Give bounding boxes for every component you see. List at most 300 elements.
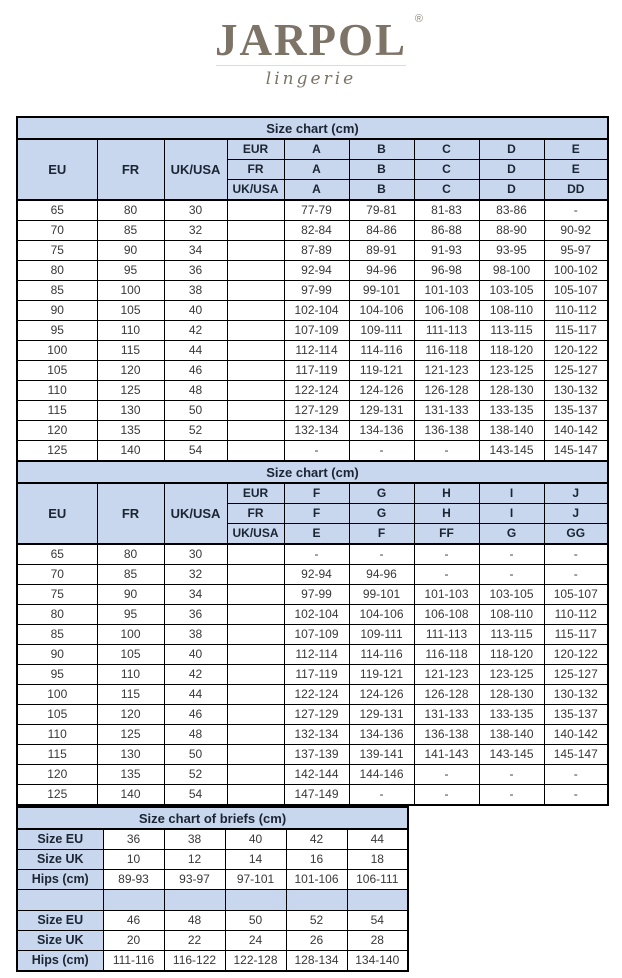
range-cell: 142-144 — [284, 765, 349, 785]
size-row — [17, 281, 608, 301]
size-cell: 40 — [164, 301, 227, 321]
cup-header-row — [17, 483, 608, 504]
cup-letter-header: C — [414, 160, 479, 180]
size-cell: 125 — [17, 785, 97, 806]
range-cell: - — [349, 785, 414, 806]
briefs-row — [17, 951, 408, 972]
range-cell: 129-131 — [349, 401, 414, 421]
range-cell: 141-143 — [414, 745, 479, 765]
briefs-value-cell: 16 — [286, 850, 347, 870]
spacer-cell — [227, 705, 284, 725]
size-cell: 34 — [164, 241, 227, 261]
briefs-value-cell: 20 — [103, 931, 164, 951]
range-cell: 124-126 — [349, 685, 414, 705]
briefs-row-label: Hips (cm) — [17, 951, 103, 972]
size-cell: 46 — [164, 705, 227, 725]
range-cell: 132-134 — [284, 421, 349, 441]
spacer-cell — [227, 625, 284, 645]
size-cell: 110 — [97, 321, 164, 341]
range-cell: 112-114 — [284, 341, 349, 361]
size-cell: 52 — [164, 421, 227, 441]
cup-letter-header: J — [544, 483, 608, 504]
size-cell: 34 — [164, 585, 227, 605]
size-cell: 42 — [164, 321, 227, 341]
range-cell: 135-137 — [544, 401, 608, 421]
spacer-cell — [227, 565, 284, 585]
size-row — [17, 585, 608, 605]
range-cell: 127-129 — [284, 705, 349, 725]
range-cell: 136-138 — [414, 421, 479, 441]
cup-letter-header: FF — [414, 524, 479, 545]
cup-letter-header: E — [544, 160, 608, 180]
range-cell: 138-140 — [479, 725, 544, 745]
briefs-value-cell: 106-111 — [347, 870, 408, 890]
briefs-value-cell: 18 — [347, 850, 408, 870]
briefs-value-cell: 54 — [347, 911, 408, 931]
range-cell: 121-123 — [414, 361, 479, 381]
range-cell: 136-138 — [414, 725, 479, 745]
range-cell: 131-133 — [414, 401, 479, 421]
briefs-row-label: Size EU — [17, 829, 103, 850]
cup-letter-header: J — [544, 504, 608, 524]
briefs-value-cell: 101-106 — [286, 870, 347, 890]
range-cell: 140-142 — [544, 421, 608, 441]
size-cell: 44 — [164, 341, 227, 361]
spacer-cell — [227, 665, 284, 685]
range-cell: 139-141 — [349, 745, 414, 765]
range-cell: 123-125 — [479, 361, 544, 381]
range-cell: 129-131 — [349, 705, 414, 725]
separator-cell — [347, 890, 408, 911]
size-cell: 105 — [97, 301, 164, 321]
spacer-cell — [227, 401, 284, 421]
range-cell: 115-117 — [544, 625, 608, 645]
range-cell: 138-140 — [479, 421, 544, 441]
size-cell: 140 — [97, 785, 164, 806]
size-cell: 90 — [17, 301, 97, 321]
range-cell: 133-135 — [479, 401, 544, 421]
range-cell: 96-98 — [414, 261, 479, 281]
size-cell: 115 — [17, 401, 97, 421]
range-cell: 106-108 — [414, 301, 479, 321]
size-row — [17, 200, 608, 221]
range-cell: 122-124 — [284, 685, 349, 705]
size-cell: 95 — [17, 321, 97, 341]
range-cell: - — [414, 765, 479, 785]
spacer-cell — [227, 321, 284, 341]
cup-letter-header: F — [349, 524, 414, 545]
spacer-cell — [227, 585, 284, 605]
size-row — [17, 625, 608, 645]
briefs-size-table — [16, 806, 409, 972]
size-cell: 130 — [97, 745, 164, 765]
spacer-cell — [227, 200, 284, 221]
range-cell: 101-103 — [414, 585, 479, 605]
range-cell: 113-115 — [479, 321, 544, 341]
range-cell: 127-129 — [284, 401, 349, 421]
briefs-value-cell: 44 — [347, 829, 408, 850]
range-cell: 116-118 — [414, 645, 479, 665]
size-cell: 50 — [164, 401, 227, 421]
range-cell: 123-125 — [479, 665, 544, 685]
separator-cell — [17, 890, 103, 911]
size-cell: 115 — [97, 685, 164, 705]
size-cell: 115 — [97, 341, 164, 361]
cup-letter-header: C — [414, 139, 479, 160]
separator-cell — [103, 890, 164, 911]
range-cell: 102-104 — [284, 301, 349, 321]
range-cell: 99-101 — [349, 281, 414, 301]
cup-letter-header: B — [349, 180, 414, 201]
range-cell: 102-104 — [284, 605, 349, 625]
range-cell: 111-113 — [414, 321, 479, 341]
size-cell: 54 — [164, 441, 227, 462]
range-cell: 88-90 — [479, 221, 544, 241]
size-cell: 140 — [97, 441, 164, 462]
spacer-cell — [227, 745, 284, 765]
size-cell: 90 — [97, 241, 164, 261]
range-cell: 86-88 — [414, 221, 479, 241]
spacer-cell — [227, 544, 284, 565]
cup-letter-header: H — [414, 504, 479, 524]
range-cell: - — [414, 441, 479, 462]
briefs-value-cell: 22 — [164, 931, 225, 951]
range-cell: 113-115 — [479, 625, 544, 645]
range-cell: 134-136 — [349, 421, 414, 441]
range-cell: 97-99 — [284, 585, 349, 605]
range-cell: 134-136 — [349, 725, 414, 745]
size-cell: 125 — [97, 381, 164, 401]
size-cell: 130 — [97, 401, 164, 421]
range-cell: 118-120 — [479, 645, 544, 665]
cup-letter-header: I — [479, 504, 544, 524]
range-cell: 116-118 — [414, 341, 479, 361]
size-cell: 80 — [17, 261, 97, 281]
size-cell: 120 — [97, 705, 164, 725]
cup-letter-header: B — [349, 160, 414, 180]
size-row — [17, 321, 608, 341]
spacer-cell — [227, 281, 284, 301]
size-row — [17, 381, 608, 401]
spacer-cell — [227, 221, 284, 241]
range-cell: - — [349, 441, 414, 462]
spacer-cell — [227, 645, 284, 665]
range-cell: 104-106 — [349, 605, 414, 625]
cup-letter-header: DD — [544, 180, 608, 201]
size-row — [17, 765, 608, 785]
range-cell: 79-81 — [349, 200, 414, 221]
briefs-value-cell: 42 — [286, 829, 347, 850]
size-cell: 110 — [97, 665, 164, 685]
size-cell: 75 — [17, 585, 97, 605]
range-cell: 112-114 — [284, 645, 349, 665]
cup-letter-header: F — [284, 504, 349, 524]
size-cell: 80 — [97, 544, 164, 565]
size-cell: 125 — [97, 725, 164, 745]
range-cell: 122-124 — [284, 381, 349, 401]
table-title-row — [17, 807, 408, 829]
spacer-cell — [227, 241, 284, 261]
range-cell: 91-93 — [414, 241, 479, 261]
briefs-value-cell: 26 — [286, 931, 347, 951]
range-cell: 89-91 — [349, 241, 414, 261]
range-cell: - — [414, 544, 479, 565]
range-cell: 119-121 — [349, 665, 414, 685]
separator-cell — [286, 890, 347, 911]
briefs-value-cell: 93-97 — [164, 870, 225, 890]
cup-letter-header: GG — [544, 524, 608, 545]
spacer-cell — [227, 341, 284, 361]
cup-letter-header: C — [414, 180, 479, 201]
range-cell: 92-94 — [284, 565, 349, 585]
size-cell: 95 — [97, 261, 164, 281]
registered-trademark-icon: ® — [414, 13, 423, 25]
size-cell: 38 — [164, 281, 227, 301]
range-cell: 107-109 — [284, 625, 349, 645]
range-cell: - — [544, 544, 608, 565]
range-cell: 117-119 — [284, 665, 349, 685]
size-cell: 110 — [17, 725, 97, 745]
briefs-value-cell: 116-122 — [164, 951, 225, 972]
briefs-row — [17, 829, 408, 850]
briefs-value-cell: 50 — [225, 911, 286, 931]
spacer-cell — [227, 725, 284, 745]
table-title: Size chart (cm) — [17, 461, 608, 483]
cup-letter-header: G — [349, 504, 414, 524]
range-cell: 90-92 — [544, 221, 608, 241]
range-cell: 114-116 — [349, 341, 414, 361]
briefs-value-cell: 24 — [225, 931, 286, 951]
size-cell: 38 — [164, 625, 227, 645]
briefs-value-cell: 36 — [103, 829, 164, 850]
range-cell: 108-110 — [479, 301, 544, 321]
range-cell: 125-127 — [544, 361, 608, 381]
range-cell: 133-135 — [479, 705, 544, 725]
size-cell: 85 — [97, 221, 164, 241]
range-cell: 147-149 — [284, 785, 349, 806]
briefs-value-cell: 52 — [286, 911, 347, 931]
range-cell: 106-108 — [414, 605, 479, 625]
briefs-row-label: Size UK — [17, 931, 103, 951]
briefs-size-chart — [16, 806, 622, 972]
cup-system-label: UK/USA — [227, 524, 284, 545]
cup-letter-header: A — [284, 160, 349, 180]
briefs-value-cell: 46 — [103, 911, 164, 931]
range-cell: - — [479, 785, 544, 806]
brand-name: JARPOL — [215, 15, 407, 65]
briefs-row — [17, 931, 408, 951]
briefs-value-cell: 28 — [347, 931, 408, 951]
range-cell: 105-107 — [544, 585, 608, 605]
size-row — [17, 301, 608, 321]
range-cell: 130-132 — [544, 381, 608, 401]
range-cell: 84-86 — [349, 221, 414, 241]
size-cell: 30 — [164, 544, 227, 565]
size-row — [17, 725, 608, 745]
range-cell: 128-130 — [479, 685, 544, 705]
size-row — [17, 645, 608, 665]
size-row — [17, 421, 608, 441]
separator-cell — [225, 890, 286, 911]
range-cell: 93-95 — [479, 241, 544, 261]
range-cell: 145-147 — [544, 745, 608, 765]
cup-system-label: UK/USA — [227, 180, 284, 201]
range-cell: 128-130 — [479, 381, 544, 401]
cup-system-label: EUR — [227, 483, 284, 504]
range-cell: - — [479, 544, 544, 565]
cup-letter-header: A — [284, 139, 349, 160]
size-row — [17, 441, 608, 462]
size-cell: 30 — [164, 200, 227, 221]
size-cell: 48 — [164, 381, 227, 401]
cup-system-label: FR — [227, 504, 284, 524]
briefs-row — [17, 850, 408, 870]
range-cell: 98-100 — [479, 261, 544, 281]
size-cell: 75 — [17, 241, 97, 261]
cup-letter-header: E — [544, 139, 608, 160]
range-cell: 131-133 — [414, 705, 479, 725]
size-cell: 85 — [97, 565, 164, 585]
cup-letter-header: E — [284, 524, 349, 545]
spacer-cell — [227, 261, 284, 281]
range-cell: 137-139 — [284, 745, 349, 765]
briefs-value-cell: 10 — [103, 850, 164, 870]
size-cell: 115 — [17, 745, 97, 765]
range-cell: 103-105 — [479, 281, 544, 301]
size-cell: 100 — [17, 685, 97, 705]
brand-logo — [0, 0, 622, 100]
range-cell: - — [479, 565, 544, 585]
range-cell: 99-101 — [349, 585, 414, 605]
size-cell: 95 — [17, 665, 97, 685]
range-cell: 143-145 — [479, 745, 544, 765]
range-cell: - — [544, 565, 608, 585]
cup-letter-header: D — [479, 180, 544, 201]
range-cell: 126-128 — [414, 381, 479, 401]
logo-divider — [216, 65, 406, 66]
size-cell: 36 — [164, 605, 227, 625]
range-cell: 109-111 — [349, 321, 414, 341]
size-cell: 48 — [164, 725, 227, 745]
size-cell: 110 — [17, 381, 97, 401]
size-cell: 44 — [164, 685, 227, 705]
table-title: Size chart (cm) — [17, 117, 608, 139]
size-cell: 85 — [17, 281, 97, 301]
range-cell: 101-103 — [414, 281, 479, 301]
size-cell: 100 — [97, 281, 164, 301]
range-cell: - — [414, 785, 479, 806]
range-cell: - — [479, 765, 544, 785]
spacer-cell — [227, 301, 284, 321]
range-cell: 125-127 — [544, 665, 608, 685]
range-cell: 109-111 — [349, 625, 414, 645]
briefs-value-cell: 12 — [164, 850, 225, 870]
size-cell: 90 — [97, 585, 164, 605]
size-cell: 42 — [164, 665, 227, 685]
spacer-cell — [227, 785, 284, 806]
size-cell: 125 — [17, 441, 97, 462]
range-cell: 110-112 — [544, 605, 608, 625]
table-title-row — [17, 461, 608, 483]
briefs-row-label: Hips (cm) — [17, 870, 103, 890]
size-cell: 46 — [164, 361, 227, 381]
range-cell: 145-147 — [544, 441, 608, 462]
header-eu: EU — [17, 139, 97, 200]
size-cell: 70 — [17, 221, 97, 241]
cup-letter-header: G — [349, 483, 414, 504]
range-cell: - — [544, 200, 608, 221]
range-cell: - — [544, 785, 608, 806]
range-cell: 81-83 — [414, 200, 479, 221]
size-row — [17, 665, 608, 685]
header-fr: FR — [97, 139, 164, 200]
size-row — [17, 341, 608, 361]
spacer-cell — [227, 441, 284, 462]
size-row — [17, 401, 608, 421]
size-row — [17, 565, 608, 585]
size-cell: 120 — [17, 421, 97, 441]
range-cell: 105-107 — [544, 281, 608, 301]
range-cell: 110-112 — [544, 301, 608, 321]
size-cell: 36 — [164, 261, 227, 281]
header-eu: EU — [17, 483, 97, 544]
briefs-value-cell: 97-101 — [225, 870, 286, 890]
briefs-value-cell: 48 — [164, 911, 225, 931]
size-row — [17, 785, 608, 806]
range-cell: 120-122 — [544, 341, 608, 361]
size-row — [17, 705, 608, 725]
table-title: Size chart of briefs (cm) — [17, 807, 408, 829]
size-row — [17, 221, 608, 241]
size-cell: 85 — [17, 625, 97, 645]
size-cell: 50 — [164, 745, 227, 765]
range-cell: 118-120 — [479, 341, 544, 361]
range-cell: 92-94 — [284, 261, 349, 281]
range-cell: - — [414, 565, 479, 585]
briefs-value-cell: 40 — [225, 829, 286, 850]
size-row — [17, 261, 608, 281]
range-cell: 144-146 — [349, 765, 414, 785]
range-cell: 124-126 — [349, 381, 414, 401]
size-cell: 52 — [164, 765, 227, 785]
size-cell: 105 — [97, 645, 164, 665]
range-cell: 121-123 — [414, 665, 479, 685]
briefs-value-cell: 38 — [164, 829, 225, 850]
size-cell: 95 — [97, 605, 164, 625]
size-cell: 54 — [164, 785, 227, 806]
range-cell: 108-110 — [479, 605, 544, 625]
size-cell: 120 — [97, 361, 164, 381]
range-cell: 87-89 — [284, 241, 349, 261]
size-cell: 120 — [17, 765, 97, 785]
bra-size-table-2 — [16, 460, 609, 806]
range-cell: 107-109 — [284, 321, 349, 341]
range-cell: 111-113 — [414, 625, 479, 645]
bra-size-charts — [16, 116, 622, 806]
cup-letter-header: A — [284, 180, 349, 201]
size-row — [17, 361, 608, 381]
range-cell: 104-106 — [349, 301, 414, 321]
separator-cell — [164, 890, 225, 911]
size-charts-area — [16, 116, 622, 972]
cup-letter-header: G — [479, 524, 544, 545]
range-cell: 95-97 — [544, 241, 608, 261]
range-cell: 130-132 — [544, 685, 608, 705]
size-row — [17, 685, 608, 705]
table-title-row — [17, 117, 608, 139]
cup-header-row — [17, 139, 608, 160]
size-cell: 100 — [17, 341, 97, 361]
